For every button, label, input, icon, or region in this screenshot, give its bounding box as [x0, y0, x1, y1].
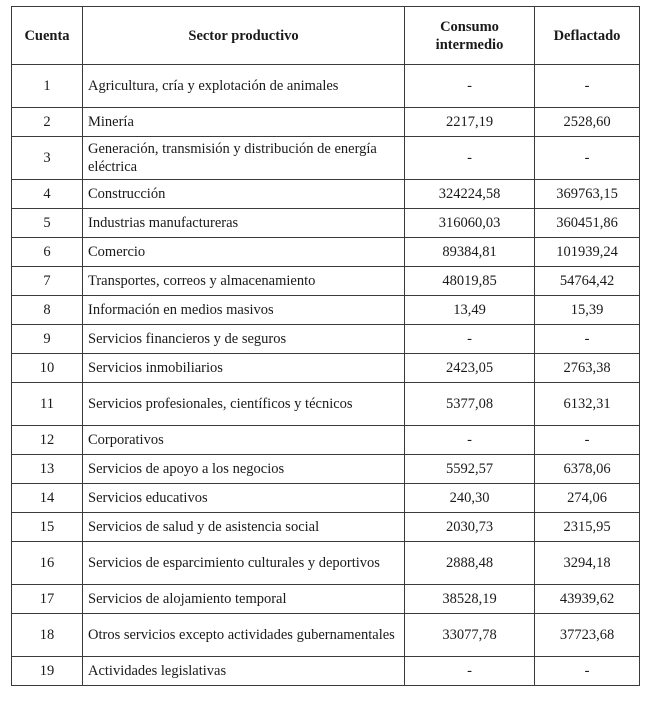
- consumo-cell: 33077,78: [405, 614, 535, 657]
- deflactado-cell: -: [535, 137, 640, 180]
- header-deflactado: Deflactado: [535, 7, 640, 65]
- consumo-cell: 48019,85: [405, 267, 535, 296]
- deflactado-cell: -: [535, 65, 640, 108]
- consumo-cell: 316060,03: [405, 209, 535, 238]
- table-row: [12, 354, 640, 383]
- consumo-cell: 5377,08: [405, 383, 535, 426]
- sector-cell: Servicios inmobiliarios: [83, 354, 405, 383]
- table-row: [12, 65, 640, 108]
- sector-cell: Industrias manufactureras: [83, 209, 405, 238]
- sector-cell: Servicios financieros y de seguros: [83, 325, 405, 354]
- consumo-cell: 89384,81: [405, 238, 535, 267]
- cuenta-cell: 14: [12, 484, 83, 513]
- deflactado-cell: 274,06: [535, 484, 640, 513]
- consumo-cell: 2423,05: [405, 354, 535, 383]
- header-consumo: [405, 7, 535, 65]
- cuenta-cell: 6: [12, 238, 83, 267]
- table-row: [12, 585, 640, 614]
- cuenta-cell: 1: [12, 65, 83, 108]
- sector-cell: Servicios de apoyo a los negocios: [83, 455, 405, 484]
- table-row: [12, 455, 640, 484]
- cuenta-cell: 12: [12, 426, 83, 455]
- header-consumo-line1: Consumo: [440, 18, 499, 35]
- consumo-cell: 324224,58: [405, 180, 535, 209]
- sector-cell: Agricultura, cría y explotación de animales: [83, 65, 405, 108]
- sector-cell: Servicios de esparcimiento culturales y deportivos: [83, 542, 405, 585]
- deflactado-cell: 2528,60: [535, 108, 640, 137]
- header-sector: Sector productivo: [83, 7, 405, 65]
- table-row: [12, 542, 640, 585]
- cuenta-cell: 15: [12, 513, 83, 542]
- deflactado-cell: 360451,86: [535, 209, 640, 238]
- table-row: [12, 383, 640, 426]
- table-row: [12, 657, 640, 686]
- table-row: [12, 614, 640, 657]
- table-row: [12, 180, 640, 209]
- consumo-cell: -: [405, 426, 535, 455]
- header-consumo-line2: intermedio: [435, 36, 504, 53]
- sector-cell: Transportes, correos y almacenamiento: [83, 267, 405, 296]
- deflactado-cell: 2763,38: [535, 354, 640, 383]
- consumo-cell: 240,30: [405, 484, 535, 513]
- sector-cell: Generación, transmisión y distribución de energía eléctrica: [83, 137, 405, 180]
- deflactado-cell: -: [535, 657, 640, 686]
- sector-cell: Otros servicios excepto actividades gubernamentales: [83, 614, 405, 657]
- deflactado-cell: 3294,18: [535, 542, 640, 585]
- sector-cell: Minería: [83, 108, 405, 137]
- table-row: [12, 296, 640, 325]
- cuenta-cell: 19: [12, 657, 83, 686]
- cuenta-cell: 9: [12, 325, 83, 354]
- sector-cell: Información en medios masivos: [83, 296, 405, 325]
- deflactado-cell: 37723,68: [535, 614, 640, 657]
- table-container: [11, 6, 639, 686]
- consumo-cell: 2217,19: [405, 108, 535, 137]
- consumo-cell: 2888,48: [405, 542, 535, 585]
- cuenta-cell: 18: [12, 614, 83, 657]
- cuenta-cell: 4: [12, 180, 83, 209]
- cuenta-cell: 13: [12, 455, 83, 484]
- consumo-cell: -: [405, 657, 535, 686]
- table-row: [12, 267, 640, 296]
- table-row: [12, 137, 640, 180]
- consumo-cell: -: [405, 65, 535, 108]
- sector-cell: Corporativos: [83, 426, 405, 455]
- deflactado-cell: 369763,15: [535, 180, 640, 209]
- deflactado-cell: -: [535, 426, 640, 455]
- header-cuenta: Cuenta: [12, 7, 83, 65]
- deflactado-cell: 43939,62: [535, 585, 640, 614]
- deflactado-cell: 2315,95: [535, 513, 640, 542]
- sector-cell: Comercio: [83, 238, 405, 267]
- consumo-cell: 2030,73: [405, 513, 535, 542]
- deflactado-cell: 15,39: [535, 296, 640, 325]
- cuenta-cell: 8: [12, 296, 83, 325]
- sector-cell: Servicios de salud y de asistencia social: [83, 513, 405, 542]
- cuenta-cell: 5: [12, 209, 83, 238]
- sector-cell: Actividades legislativas: [83, 657, 405, 686]
- table-row: [12, 238, 640, 267]
- deflactado-cell: 6378,06: [535, 455, 640, 484]
- consumo-cell: 5592,57: [405, 455, 535, 484]
- cuenta-cell: 7: [12, 267, 83, 296]
- header-row: [12, 7, 640, 65]
- table-row: [12, 426, 640, 455]
- cuenta-cell: 17: [12, 585, 83, 614]
- consumo-cell: 13,49: [405, 296, 535, 325]
- deflactado-cell: 54764,42: [535, 267, 640, 296]
- consumo-cell: -: [405, 325, 535, 354]
- sector-cell: Servicios educativos: [83, 484, 405, 513]
- sector-cell: Servicios profesionales, científicos y técnicos: [83, 383, 405, 426]
- sector-cell: Servicios de alojamiento temporal: [83, 585, 405, 614]
- consumo-cell: -: [405, 137, 535, 180]
- cuenta-cell: 16: [12, 542, 83, 585]
- cuenta-cell: 3: [12, 137, 83, 180]
- table-row: [12, 513, 640, 542]
- consumo-cell: 38528,19: [405, 585, 535, 614]
- cuenta-cell: 10: [12, 354, 83, 383]
- deflactado-cell: 6132,31: [535, 383, 640, 426]
- table-row: [12, 484, 640, 513]
- sector-table: [11, 6, 640, 686]
- table-row: [12, 209, 640, 238]
- deflactado-cell: 101939,24: [535, 238, 640, 267]
- table-body: [12, 65, 640, 686]
- sector-cell: Construcción: [83, 180, 405, 209]
- deflactado-cell: -: [535, 325, 640, 354]
- cuenta-cell: 2: [12, 108, 83, 137]
- table-row: [12, 108, 640, 137]
- table-row: [12, 325, 640, 354]
- cuenta-cell: 11: [12, 383, 83, 426]
